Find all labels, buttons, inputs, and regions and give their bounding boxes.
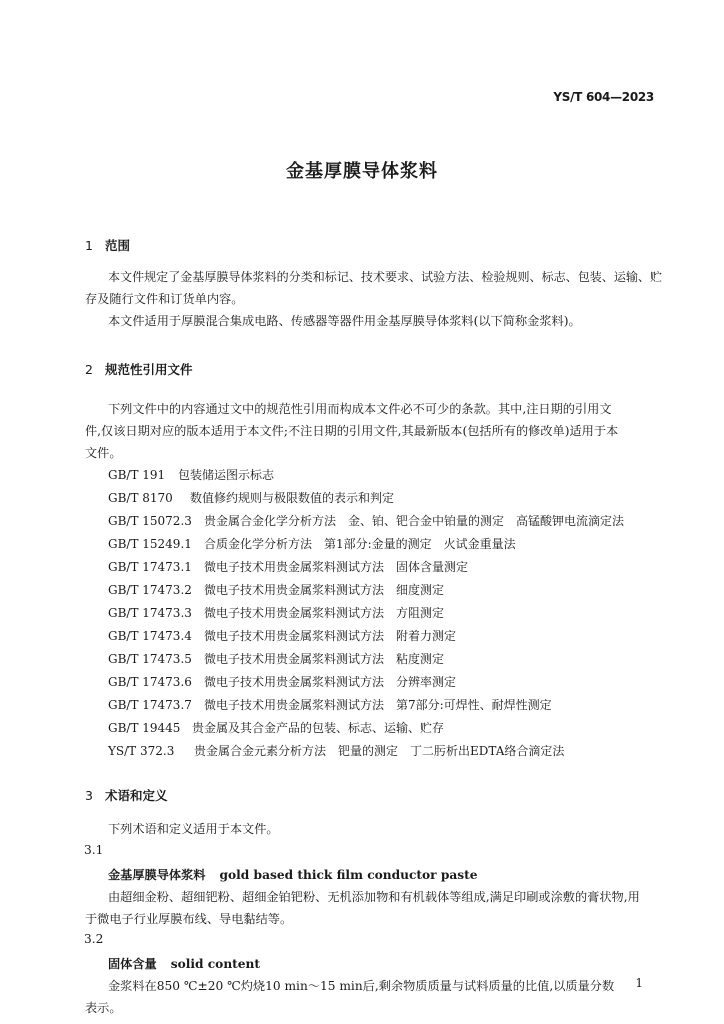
definition-line: 金浆料在850 ℃±20 ℃灼烧10 min～15 min后,剩余物质质量与试料质量的比值,以质量分数 (108, 979, 615, 993)
reference-item (108, 673, 456, 690)
reference-code: GB/T 19445 (108, 721, 181, 735)
reference-item (108, 627, 456, 644)
section-heading-terms (85, 786, 168, 804)
definition-line: 由超细金粉、超细钯粉、超细金铂钯粉、无机添加物和有机载体等组成,满足印刷或涂敷的膏状物,用 (108, 890, 640, 904)
reference-title: 数值修约规则与极限数值的表示和判定 (190, 491, 395, 505)
term-zh: 金基厚膜导体浆料 (108, 868, 206, 882)
reference-code: GB/T 17473.7 (108, 698, 192, 712)
paragraph-line: 下列术语和定义适用于本文件。 (108, 822, 279, 836)
paragraph-line: 本文件适用于厚膜混合集成电路、传感器等器件用金基厚膜导体浆料(以下简称金浆料)。 (108, 314, 581, 328)
reference-code: GB/T 191 (108, 468, 166, 482)
section-title: 规范性引用文件 (105, 362, 193, 377)
reference-item (108, 581, 444, 598)
reference-title: 微电子技术用贵金属浆料测试方法 附着力测定 (204, 629, 457, 643)
reference-code: YS/T 372.3 (108, 744, 175, 758)
reference-code: GB/T 17473.2 (108, 583, 192, 597)
definition-line: 于微电子行业厚膜布线、导电黏结等。 (85, 912, 293, 926)
reference-item (108, 512, 624, 529)
reference-item (108, 650, 444, 667)
term-number: 3.1 (84, 843, 104, 857)
section-title: 范围 (105, 238, 131, 253)
term-en: gold based thick film conductor paste (219, 868, 478, 882)
reference-code: GB/T 17473.1 (108, 560, 192, 574)
term-zh: 固体含量 (108, 957, 157, 971)
reference-title: 贵金属合金元素分析方法 钯量的测定 丁二肟析出EDTA络合滴定法 (194, 744, 565, 758)
reference-code: GB/T 17473.4 (108, 629, 192, 643)
paragraph-line: 下列文件中的内容通过文中的规范性引用而构成本文件必不可少的条款。其中,注日期的引用文 (108, 402, 612, 416)
reference-title: 贵金属及其合金产品的包装、标志、运输、贮存 (192, 721, 445, 735)
paragraph-line: 本文件规定了金基厚膜导体浆料的分类和标记、技术要求、试验方法、检验规则、标志、包装、运输、贮 (108, 270, 663, 284)
section-number: 1 (85, 238, 93, 253)
section-title: 术语和定义 (105, 788, 168, 803)
reference-code: GB/T 17473.3 (108, 606, 192, 620)
section-number: 3 (85, 788, 93, 803)
section-heading-scope (85, 236, 130, 254)
reference-item (108, 535, 516, 552)
reference-code: GB/T 8170 (108, 491, 173, 505)
paragraph-line: 文件。 (85, 446, 122, 460)
term-entry (108, 866, 478, 883)
reference-item (108, 489, 394, 506)
term-en: solid content (170, 957, 261, 971)
reference-title: 合质金化学分析方法 第1部分:金量的测定 火试金重量法 (204, 537, 516, 551)
section-number: 2 (85, 362, 93, 377)
paragraph-line: 存及随行文件和订货单内容。 (85, 292, 244, 306)
term-number: 3.2 (84, 932, 104, 946)
reference-title: 贵金属合金化学分析方法 金、铂、钯合金中铂量的测定 高锰酸钾电流滴定法 (204, 514, 625, 528)
reference-item (108, 466, 274, 483)
reference-code: GB/T 15072.3 (108, 514, 192, 528)
reference-title: 微电子技术用贵金属浆料测试方法 分辨率测定 (204, 675, 457, 689)
reference-title: 包装储运图示标志 (178, 468, 275, 482)
standard-code: YS/T 604—2023 (553, 90, 654, 104)
reference-title: 微电子技术用贵金属浆料测试方法 细度测定 (204, 583, 445, 597)
reference-code: GB/T 17473.5 (108, 652, 192, 666)
page-number: 1 (635, 976, 643, 990)
reference-item (108, 604, 444, 621)
paragraph-line: 件,仅该日期对应的版本适用于本文件;不注日期的引用文件,其最新版本(包括所有的修改单)适用于本 (85, 424, 619, 438)
reference-item (108, 558, 468, 575)
reference-item (108, 742, 564, 759)
reference-title: 微电子技术用贵金属浆料测试方法 粘度测定 (204, 652, 445, 666)
reference-title: 微电子技术用贵金属浆料测试方法 方阻测定 (204, 606, 445, 620)
document-title: 金基厚膜导体浆料 (286, 161, 438, 182)
term-entry (108, 955, 260, 972)
definition-line: 表示。 (85, 1001, 122, 1015)
reference-item (108, 719, 444, 736)
reference-code: GB/T 17473.6 (108, 675, 192, 689)
reference-title: 微电子技术用贵金属浆料测试方法 第7部分:可焊性、耐焊性测定 (204, 698, 552, 712)
reference-code: GB/T 15249.1 (108, 537, 192, 551)
reference-title: 微电子技术用贵金属浆料测试方法 固体含量测定 (204, 560, 469, 574)
reference-item (108, 696, 552, 713)
section-heading-normative (85, 360, 193, 378)
